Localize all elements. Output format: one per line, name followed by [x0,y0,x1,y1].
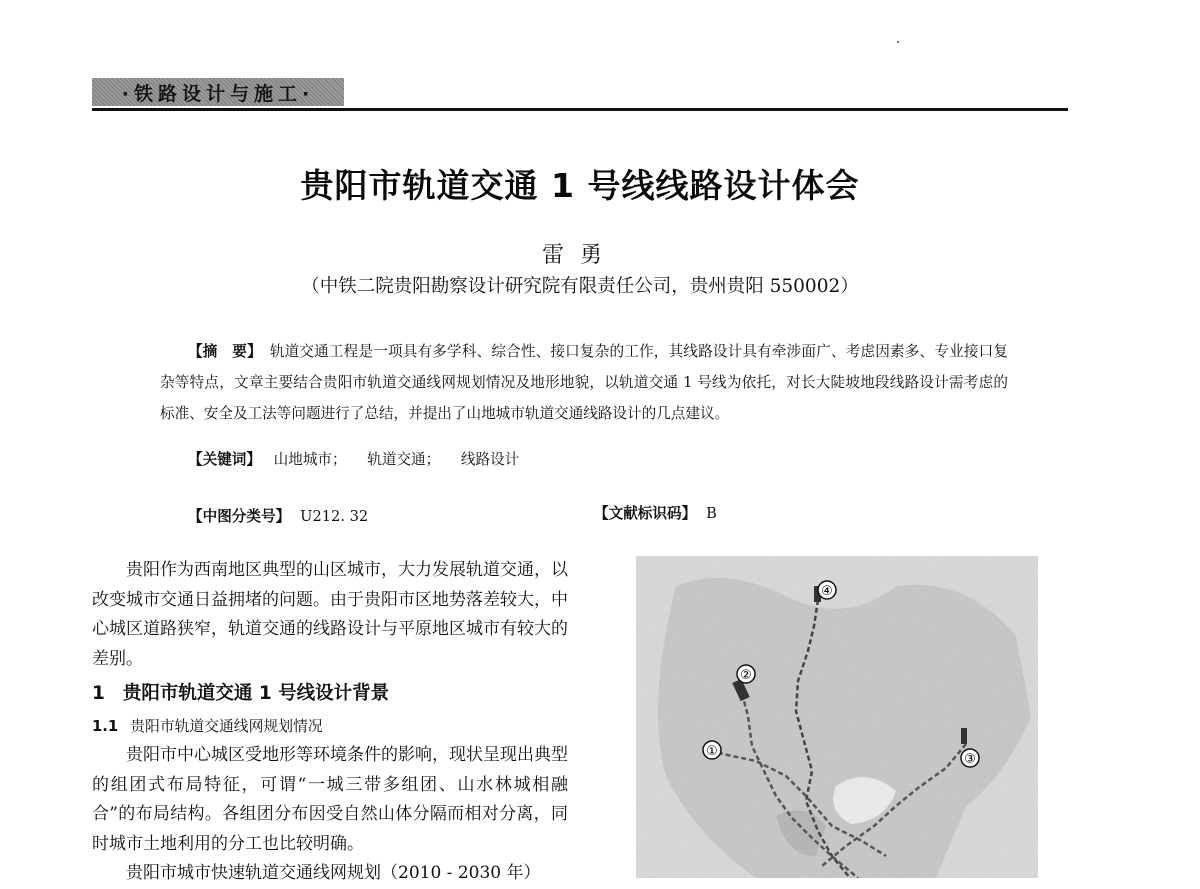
abstract [160,336,1008,429]
line-2-label: ② [740,668,752,683]
body-paragraph: 贵阳市中心城区受地形等环境条件的影响，现状呈现出典型的组团式布局特征，可谓“一城三带多组团、山水林城相融合”的布局结构。各组团分布因受自然山体分隔而相对分离，同时城市土地利用的分工也比较明确。 [92,745,568,854]
section-1-number: 1 [92,683,105,704]
section-1-title: 贵阳市轨道交通 1 号线设计背景 [122,683,390,704]
rail-network-map [636,556,1038,878]
document-code-label: 【文献标识码】 [594,505,697,522]
section-1-heading [92,679,568,709]
line-1-label: ① [706,744,718,759]
line-4-label: ④ [821,584,833,599]
keywords-label: 【关键词】 [188,451,261,468]
abstract-text: 轨道交通工程是一项具有多学科、综合性、接口复杂的工作，其线路设计具有牵涉面广、考虑因素多、专业接口复杂等特点，文章主要结合贵阳市轨道交通线网规划情况及地形地貌，以轨道交通 1 号线为依托，对长大陡坡地段线路设计需考虑的标准、安全及工法等问题进行了总结，并提出了山地城市轨道交通线路设计的几点建议。 [160,343,1008,422]
map-graphic [636,556,1038,878]
body-paragraph: 贵阳市城市快速轨道交通线网规划（2010 - 2030 年） [126,863,541,883]
keyword: 轨道交通； [367,451,441,468]
body-column [92,556,568,889]
clc-label: 【中图分类号】 [188,508,291,525]
document-code-value: B [706,505,717,522]
clc-number [188,505,368,526]
line-3-label: ③ [964,752,976,767]
depot-marker [961,728,967,744]
scan-speck [897,41,899,43]
keyword: 山地城市； [273,451,347,468]
keywords [188,448,535,469]
abstract-label: 【摘 要】 [188,343,262,360]
author-name: 雷勇 [541,243,618,268]
section-1-1-number: 1.1 [92,718,119,735]
author-affiliation: （中铁二院贵阳勘察设计研究院有限责任公司，贵州贵阳 550002） [301,276,859,297]
document-code [594,502,717,523]
section-1-1-title: 贵阳市轨道交通线网规划情况 [130,718,323,735]
keyword: 线路设计 [460,451,520,468]
journal-section-tag: ·铁路设计与施工· [92,78,344,106]
header-rule [92,108,1068,111]
clc-value: U212. 32 [300,508,369,525]
article-title: 贵阳市轨道交通 1 号线线路设计体会 [300,166,860,205]
section-1-1-heading [92,713,568,741]
intro-paragraph: 贵阳作为西南地区典型的山区城市，大力发展轨道交通，以改变城市交通日益拥堵的问题。由于贵阳市区地势落差较大，中心城区道路狭窄，轨道交通的线路设计与平原地区城市有较大的差别。 [92,560,568,669]
